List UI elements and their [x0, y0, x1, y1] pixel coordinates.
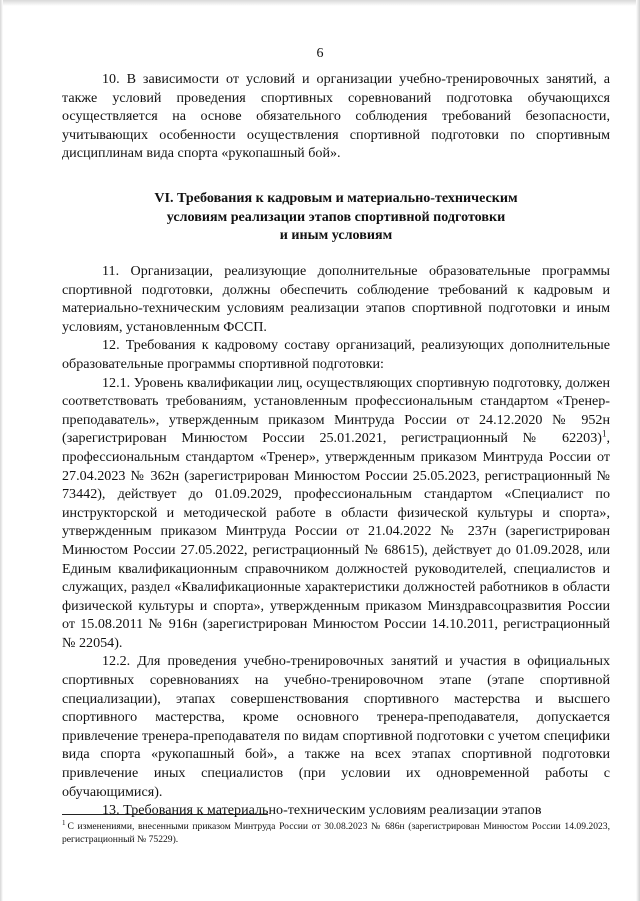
section-heading [62, 189, 610, 245]
paragraph-12-1-text-b: , профессиональным стандартом «Тренер», утвержденным приказом Минтруда России от 27.04.2023 № 362н (зарегистрирован Минюстом России 25.05.2023, регистрационный № 73442), действует до 01.09.2029, профессиональным стандартом «Специалист по инструкторской и методической работе в области физической культуры и спорта», утвержденным приказом Минтруда России от 21.04.2022 № 237н (зарегистрирован Минюстом России 27.05.2022, регистрационный № 68615), действует до 01.09.2028, или Единым квалификационным справочником должностей руководителей, специалистов и служащих, раздел «Квалификационные характеристики должностей работников в области физической культуры и спорта», утвержденным приказом Минздравсоцразвития России от 15.08.2011 № 916н (зарегистрирован Минюстом России 14.10.2011, регистрационный № 22054). [62, 430, 610, 651]
paragraph-12-1 [62, 374, 610, 653]
paragraph-11: 11. Организации, реализующие дополнительные образовательные программы спортивной подготовки, должны обеспечить соблюдение требований к кадровым и материально-техническим условиям реализации этапов спортивной подготовки и иным условиям, установленным ФССП. [62, 263, 610, 335]
scan-edge-top [0, 0, 640, 6]
section-heading-line-3: и иным условиям [279, 227, 393, 244]
scan-edge-right [636, 0, 640, 901]
footnote-text: С изменениями, внесенными приказом Минтруда России от 30.08.2023 № 686н (зарегистрирован Минюстом России 14.09.2023, регистрационный № 75229). [62, 821, 610, 845]
paragraph-12: 12. Требования к кадровому составу организаций, реализующих дополнительные образовательные программы спортивной подготовки: [62, 337, 610, 372]
page-number: 6 [316, 46, 324, 61]
footnote-reference[interactable]: 1 [601, 428, 607, 439]
section-heading-line-1: VI. Требования к кадровым и материально-техническим [154, 190, 518, 206]
paragraph-10: 10. В зависимости от условий и организации учебно-тренировочных занятий, а также условий проведения спортивных соревнований подготовка обучающихся осуществляется на основе обязательного соблюдения требований безопасности, учитывающих особенности осуществления спортивной подготовки по спортивным дисциплинам вида спорта «рукопашный бой». [62, 71, 610, 162]
section-text-top [62, 70, 610, 163]
paragraph-12-2: 12.2. Для проведения учебно-тренировочных занятий и участия в официальных спортивных соревнованиях на учебно-тренировочном этапе (этапе спортивной специализации), этапах совершенствования спортивного мастерства и высшего спортивного мастерства, кроме основного тренера-преподавателя, допускается привлечение тренера-преподавателя по видам спортивной подготовки с учетом специфики вида спорта «рукопашный бой», а также на всех этапах спортивной подготовки привлечение иных специалистов (при условии их одновременной работы с обучающимися). [62, 653, 610, 800]
scan-edge-left [0, 0, 3, 901]
paragraph-13: 13. Требования к материально-техническим условиям реализации этапов [102, 802, 542, 819]
footnote [62, 820, 610, 846]
section-heading-line-2: условиям реализации этапов спортивной подготовки [166, 208, 506, 225]
section-text-main [62, 262, 610, 820]
footnote-mark: 1 [62, 818, 66, 827]
footnote-separator [62, 814, 268, 815]
paragraph-12-1-text-a: 12.1. Уровень квалификации лиц, осуществляющих спортивную подготовку, должен соответствовать требованиям, установленным профессиональным стандартом «Тренер-преподаватель», утвержденным приказом Минтруда России от 24.12.2020 № 952н (зарегистрирован Минюстом России 25.01.2021, регистрационный № 62203) [62, 374, 610, 447]
